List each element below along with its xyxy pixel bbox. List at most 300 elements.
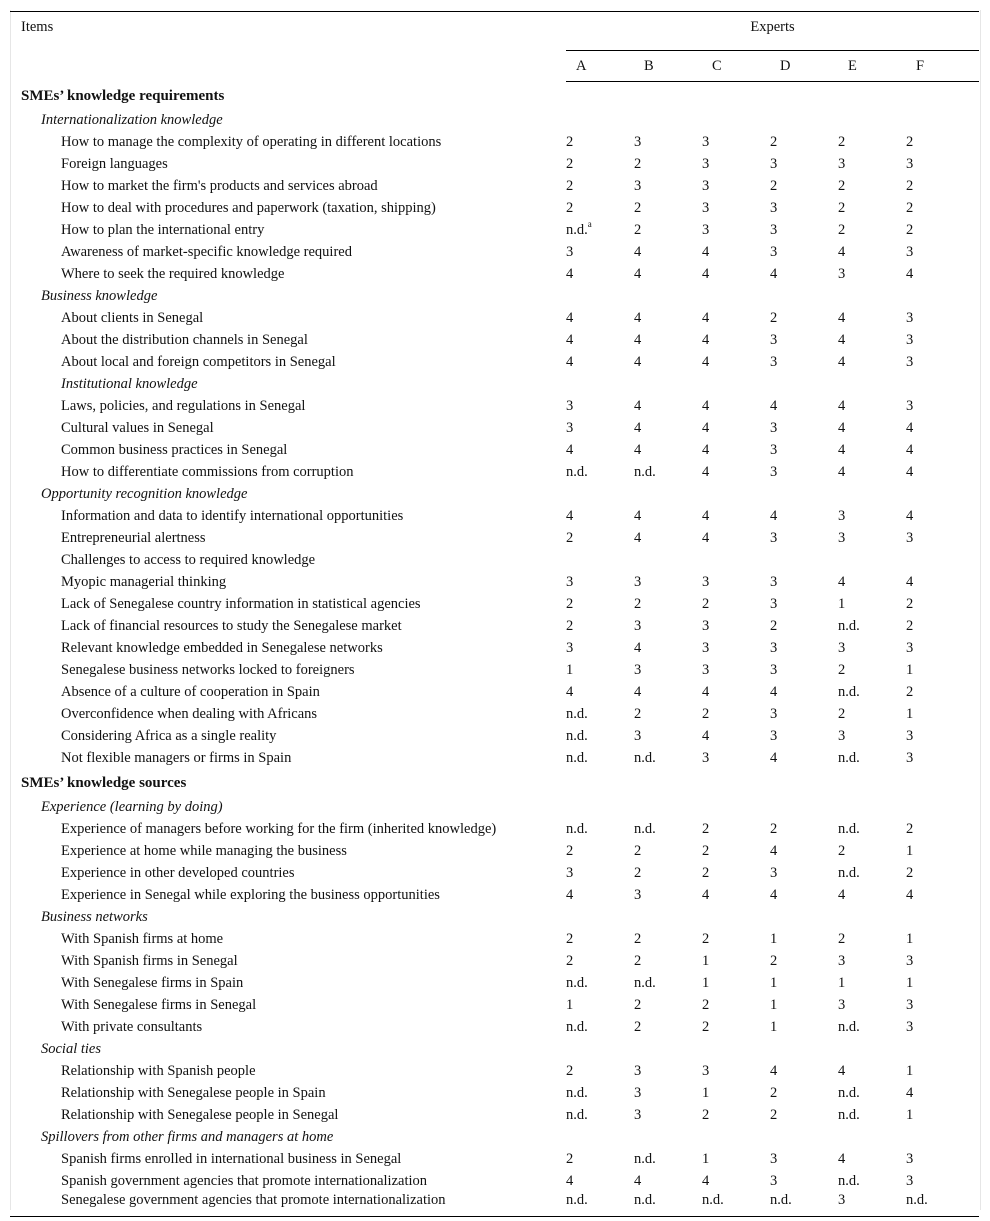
rating-value: 4 bbox=[566, 353, 574, 370]
rating-cell-e bbox=[838, 659, 906, 681]
rating-cell-e bbox=[838, 818, 906, 840]
rating-cell-e bbox=[838, 571, 906, 593]
rating-value: 3 bbox=[770, 331, 778, 348]
rating-value: 2 bbox=[702, 595, 710, 612]
item-label: About the distribution channels in Senegal bbox=[61, 331, 308, 348]
item-label: Spanish firms enrolled in international business in Senegal bbox=[61, 1150, 402, 1167]
rating-cell-d bbox=[770, 972, 838, 994]
rating-cell-f bbox=[906, 1016, 979, 1038]
table-row bbox=[10, 571, 979, 593]
rating-cell-a bbox=[566, 884, 634, 906]
rating-value: 3 bbox=[906, 397, 914, 414]
rating-value: 4 bbox=[838, 309, 846, 326]
table-row bbox=[10, 818, 979, 840]
rating-cell-d bbox=[770, 329, 838, 351]
rating-cell-e bbox=[838, 1104, 906, 1126]
rating-value: 3 bbox=[566, 419, 574, 436]
rating-cell-d bbox=[770, 197, 838, 219]
rating-value: n.d. bbox=[634, 1150, 656, 1167]
subsection-heading: Institutional knowledge bbox=[61, 375, 198, 392]
table-row bbox=[10, 1148, 979, 1170]
rating-cell-e bbox=[838, 1170, 906, 1192]
rating-value: n.d. bbox=[566, 749, 588, 766]
item-label: Common business practices in Senegal bbox=[61, 441, 288, 458]
rating-value: 4 bbox=[906, 573, 914, 590]
subsection-heading: Business knowledge bbox=[41, 287, 158, 304]
rating-value: 2 bbox=[906, 177, 914, 194]
rating-value: 4 bbox=[906, 265, 914, 282]
item-label: Lack of financial resources to study the Senegalese market bbox=[61, 617, 402, 634]
rating-cell-a bbox=[566, 972, 634, 994]
rating-cell-a bbox=[566, 1148, 634, 1170]
item-label: Considering Africa as a single reality bbox=[61, 727, 277, 744]
rating-cell-a bbox=[566, 131, 634, 153]
subsection-row bbox=[10, 796, 979, 818]
rating-cell-a bbox=[566, 461, 634, 483]
rating-value: 4 bbox=[770, 1062, 778, 1079]
rating-cell-f bbox=[906, 439, 979, 461]
rating-cell-c bbox=[702, 175, 770, 197]
rating-value: 4 bbox=[838, 1150, 846, 1167]
rating-cell-d bbox=[770, 994, 838, 1016]
rating-cell-e bbox=[838, 862, 906, 884]
rating-cell-f bbox=[906, 395, 979, 417]
expert-column-header-c: C bbox=[702, 51, 770, 82]
rating-value: 1 bbox=[770, 974, 778, 991]
rating-cell-d bbox=[770, 1104, 838, 1126]
rating-value: 4 bbox=[702, 309, 710, 326]
rating-cell-e bbox=[838, 1016, 906, 1038]
rating-value: 1 bbox=[566, 996, 574, 1013]
section-row bbox=[10, 82, 979, 110]
rating-value: 4 bbox=[634, 265, 642, 282]
rating-cell-d bbox=[770, 840, 838, 862]
item-label: With Senegalese firms in Spain bbox=[61, 974, 244, 991]
rating-cell-f bbox=[906, 840, 979, 862]
rating-value: 2 bbox=[838, 177, 846, 194]
expert-column-header-e: E bbox=[838, 51, 906, 82]
rating-cell-c bbox=[702, 593, 770, 615]
rating-cell-b bbox=[634, 219, 702, 241]
rating-cell-d bbox=[770, 1192, 838, 1217]
rating-cell-d bbox=[770, 818, 838, 840]
rating-cell-b bbox=[634, 972, 702, 994]
rating-value: n.d. bbox=[838, 1106, 860, 1123]
rating-cell-b bbox=[634, 659, 702, 681]
rating-value: 2 bbox=[702, 996, 710, 1013]
rating-value: n.d. bbox=[634, 1192, 656, 1208]
rating-value: 2 bbox=[702, 864, 710, 881]
rating-value: 4 bbox=[634, 353, 642, 370]
rating-value: 3 bbox=[702, 133, 710, 150]
rating-value: 4 bbox=[566, 441, 574, 458]
rating-cell-e bbox=[838, 527, 906, 549]
rating-cell-d bbox=[770, 637, 838, 659]
rating-cell-a bbox=[566, 615, 634, 637]
rating-cell-e bbox=[838, 637, 906, 659]
rating-cell-b bbox=[634, 994, 702, 1016]
rating-value: n.d. bbox=[770, 1192, 792, 1208]
footnote-marker: a bbox=[587, 218, 592, 229]
table-row bbox=[10, 1192, 979, 1217]
rating-cell-b bbox=[634, 818, 702, 840]
rating-cell-f bbox=[906, 1170, 979, 1192]
rating-value: 4 bbox=[702, 331, 710, 348]
table-row bbox=[10, 1082, 979, 1104]
item-label: How to plan the international entry bbox=[61, 221, 265, 238]
rating-value: 1 bbox=[906, 974, 914, 991]
subsection-row bbox=[10, 906, 979, 928]
subsection-heading: Internationalization knowledge bbox=[41, 111, 223, 128]
rating-value: 4 bbox=[770, 842, 778, 859]
table-row bbox=[10, 439, 979, 461]
rating-cell-c bbox=[702, 395, 770, 417]
table-row bbox=[10, 972, 979, 994]
rating-cell-f bbox=[906, 659, 979, 681]
table-row bbox=[10, 615, 979, 637]
rating-value: 3 bbox=[906, 243, 914, 260]
rating-value: 4 bbox=[566, 331, 574, 348]
rating-value: 3 bbox=[906, 353, 914, 370]
rating-cell-d bbox=[770, 703, 838, 725]
rating-cell-a bbox=[566, 818, 634, 840]
rating-cell-a bbox=[566, 1060, 634, 1082]
rating-cell-c bbox=[702, 571, 770, 593]
rating-cell-b bbox=[634, 1170, 702, 1192]
rating-value: 3 bbox=[702, 749, 710, 766]
rating-cell-b bbox=[634, 840, 702, 862]
rating-cell-d bbox=[770, 241, 838, 263]
table-row bbox=[10, 637, 979, 659]
rating-value: 2 bbox=[770, 1084, 778, 1101]
rating-cell-d bbox=[770, 571, 838, 593]
rating-value: 3 bbox=[906, 155, 914, 172]
table-row bbox=[10, 527, 979, 549]
table-row bbox=[10, 461, 979, 483]
rating-cell-a bbox=[566, 307, 634, 329]
item-label: Spanish government agencies that promote internationalization bbox=[61, 1172, 428, 1189]
rating-cell-e bbox=[838, 131, 906, 153]
rating-cell-e bbox=[838, 1060, 906, 1082]
rating-value: 4 bbox=[702, 886, 710, 903]
rating-cell-b bbox=[634, 395, 702, 417]
rating-cell-d bbox=[770, 862, 838, 884]
rating-cell-b bbox=[634, 615, 702, 637]
rating-value: 4 bbox=[634, 1172, 642, 1189]
table-row bbox=[10, 703, 979, 725]
section-row bbox=[10, 769, 979, 796]
rating-value: 4 bbox=[634, 529, 642, 546]
rating-cell-e bbox=[838, 950, 906, 972]
rating-cell-c bbox=[702, 461, 770, 483]
table-row bbox=[10, 950, 979, 972]
rating-value: 4 bbox=[838, 419, 846, 436]
rating-cell-c bbox=[702, 351, 770, 373]
rating-value: 2 bbox=[566, 155, 574, 172]
rating-value: 4 bbox=[702, 243, 710, 260]
rating-cell-d bbox=[770, 263, 838, 285]
rating-cell-a bbox=[566, 241, 634, 263]
rating-cell-c bbox=[702, 862, 770, 884]
rating-value: 3 bbox=[838, 727, 846, 744]
rating-value: 4 bbox=[566, 683, 574, 700]
table-row bbox=[10, 153, 979, 175]
rating-cell-e bbox=[838, 153, 906, 175]
rating-value: 3 bbox=[702, 661, 710, 678]
rating-value: 2 bbox=[838, 661, 846, 678]
rating-cell-d bbox=[770, 219, 838, 241]
rating-value: n.d. bbox=[634, 463, 656, 480]
rating-cell-b bbox=[634, 439, 702, 461]
rating-value: n.d. bbox=[566, 463, 588, 480]
rating-value: 4 bbox=[906, 463, 914, 480]
rating-value: 2 bbox=[770, 952, 778, 969]
rating-value: 3 bbox=[770, 529, 778, 546]
rating-cell-e bbox=[838, 197, 906, 219]
rating-value: 3 bbox=[770, 441, 778, 458]
rating-cell-f bbox=[906, 1148, 979, 1170]
rating-value: 2 bbox=[702, 930, 710, 947]
rating-cell-e bbox=[838, 681, 906, 703]
rating-value: 4 bbox=[634, 507, 642, 524]
rating-value: 3 bbox=[702, 177, 710, 194]
rating-cell-d bbox=[770, 950, 838, 972]
rating-cell-c bbox=[702, 703, 770, 725]
rating-value: 4 bbox=[702, 1172, 710, 1189]
rating-value: 2 bbox=[702, 820, 710, 837]
rating-cell-d bbox=[770, 681, 838, 703]
rating-value: 2 bbox=[634, 842, 642, 859]
rating-value: 3 bbox=[770, 595, 778, 612]
rating-cell-b bbox=[634, 1060, 702, 1082]
rating-cell-f bbox=[906, 884, 979, 906]
rating-cell-e bbox=[838, 329, 906, 351]
rating-value: 2 bbox=[906, 864, 914, 881]
subsection-heading: Opportunity recognition knowledge bbox=[41, 485, 248, 502]
rating-cell-c bbox=[702, 818, 770, 840]
rating-cell-a bbox=[566, 681, 634, 703]
rating-value: 2 bbox=[634, 199, 642, 216]
subsection-row bbox=[10, 109, 979, 131]
rating-cell-a bbox=[566, 703, 634, 725]
rating-value: 2 bbox=[566, 595, 574, 612]
rating-value: n.d. bbox=[838, 1084, 860, 1101]
rating-value: 2 bbox=[566, 842, 574, 859]
rating-value: 2 bbox=[906, 221, 914, 238]
section-heading: SMEs’ knowledge sources bbox=[21, 775, 187, 791]
rating-cell-f bbox=[906, 417, 979, 439]
item-label: Information and data to identify international opportunities bbox=[61, 507, 404, 524]
rating-value: 1 bbox=[838, 974, 846, 991]
rating-value: 3 bbox=[634, 573, 642, 590]
rating-cell-c bbox=[702, 1016, 770, 1038]
rating-value: 1 bbox=[702, 1150, 710, 1167]
rating-cell-b bbox=[634, 263, 702, 285]
rating-value: 3 bbox=[634, 133, 642, 150]
rating-cell-c bbox=[702, 659, 770, 681]
item-label: With Spanish firms in Senegal bbox=[61, 952, 238, 969]
rating-value: n.d. bbox=[566, 1084, 588, 1101]
rating-cell-e bbox=[838, 972, 906, 994]
rating-value: n.d. bbox=[566, 820, 588, 837]
rating-value: n.d. bbox=[566, 221, 588, 238]
rating-value: 1 bbox=[770, 930, 778, 947]
item-label: With private consultants bbox=[61, 1018, 203, 1035]
rating-cell-b bbox=[634, 593, 702, 615]
rating-cell-b bbox=[634, 241, 702, 263]
rating-cell-e bbox=[838, 461, 906, 483]
rating-value: 2 bbox=[702, 705, 710, 722]
item-label: Relationship with Senegalese people in Spain bbox=[61, 1084, 326, 1101]
rating-value: 4 bbox=[634, 419, 642, 436]
rating-value: 3 bbox=[906, 996, 914, 1013]
rating-cell-b bbox=[634, 884, 702, 906]
rating-value: 3 bbox=[770, 463, 778, 480]
table-row bbox=[10, 862, 979, 884]
rating-value: n.d. bbox=[838, 820, 860, 837]
rating-cell-b bbox=[634, 505, 702, 527]
expert-column-header-a: A bbox=[566, 51, 634, 82]
rating-cell-b bbox=[634, 527, 702, 549]
rating-value: 4 bbox=[702, 441, 710, 458]
rating-value: 4 bbox=[702, 397, 710, 414]
rating-value: 3 bbox=[906, 309, 914, 326]
rating-cell-d bbox=[770, 351, 838, 373]
rating-value: 3 bbox=[634, 1062, 642, 1079]
rating-cell-b bbox=[634, 197, 702, 219]
rating-cell-d bbox=[770, 527, 838, 549]
rating-value: 4 bbox=[566, 265, 574, 282]
items-column-header: Items bbox=[10, 12, 566, 82]
rating-cell-d bbox=[770, 439, 838, 461]
rating-value: n.d. bbox=[838, 683, 860, 700]
rating-cell-d bbox=[770, 615, 838, 637]
rating-value: 3 bbox=[770, 864, 778, 881]
rating-value: 4 bbox=[634, 243, 642, 260]
rating-cell-e bbox=[838, 1192, 906, 1217]
table-row bbox=[10, 505, 979, 527]
rating-value: 3 bbox=[566, 864, 574, 881]
rating-value: 2 bbox=[702, 1018, 710, 1035]
rating-cell-f bbox=[906, 1192, 979, 1217]
table-row bbox=[10, 840, 979, 862]
subsection-heading: Spillovers from other firms and managers at home bbox=[41, 1128, 334, 1145]
rating-cell-f bbox=[906, 1082, 979, 1104]
rating-cell-a bbox=[566, 840, 634, 862]
rating-value: 3 bbox=[702, 1062, 710, 1079]
rating-cell-d bbox=[770, 725, 838, 747]
rating-cell-f bbox=[906, 972, 979, 994]
rating-cell-a bbox=[566, 1170, 634, 1192]
rating-cell-e bbox=[838, 307, 906, 329]
rating-cell-a bbox=[566, 175, 634, 197]
rating-cell-c bbox=[702, 329, 770, 351]
rating-value: 1 bbox=[702, 974, 710, 991]
table-row bbox=[10, 884, 979, 906]
table-row bbox=[10, 681, 979, 703]
rating-cell-f bbox=[906, 615, 979, 637]
rating-value: 2 bbox=[770, 820, 778, 837]
rating-value: 3 bbox=[634, 727, 642, 744]
rating-cell-b bbox=[634, 175, 702, 197]
rating-cell-f bbox=[906, 219, 979, 241]
rating-value: 2 bbox=[906, 683, 914, 700]
rating-cell-c bbox=[702, 197, 770, 219]
rating-value: 3 bbox=[906, 529, 914, 546]
rating-value: 3 bbox=[634, 177, 642, 194]
subsection-row bbox=[10, 285, 979, 307]
rating-value: 3 bbox=[838, 639, 846, 656]
rating-value: 2 bbox=[838, 133, 846, 150]
experts-group-header: Experts bbox=[566, 12, 979, 51]
rating-value: 1 bbox=[906, 842, 914, 859]
rating-cell-c bbox=[702, 884, 770, 906]
rating-cell-b bbox=[634, 1016, 702, 1038]
rating-value: 1 bbox=[566, 661, 574, 678]
table-row bbox=[10, 329, 979, 351]
rating-cell-f bbox=[906, 593, 979, 615]
rating-cell-c bbox=[702, 131, 770, 153]
rating-value: 4 bbox=[566, 1172, 574, 1189]
rating-cell-b bbox=[634, 1082, 702, 1104]
group-label: Challenges to access to required knowledge bbox=[61, 551, 316, 568]
rating-value: 4 bbox=[770, 507, 778, 524]
rating-cell-b bbox=[634, 950, 702, 972]
rating-cell-b bbox=[634, 417, 702, 439]
rating-value: 4 bbox=[702, 507, 710, 524]
rating-cell-f bbox=[906, 197, 979, 219]
rating-value: 3 bbox=[566, 639, 574, 656]
rating-cell-e bbox=[838, 1148, 906, 1170]
table-row bbox=[10, 1104, 979, 1126]
rating-value: 3 bbox=[634, 886, 642, 903]
rating-value: n.d. bbox=[634, 749, 656, 766]
rating-cell-b bbox=[634, 681, 702, 703]
rating-cell-c bbox=[702, 1148, 770, 1170]
item-label: Experience in other developed countries bbox=[61, 864, 295, 881]
rating-value: 3 bbox=[702, 221, 710, 238]
rating-cell-c bbox=[702, 1192, 770, 1217]
item-label: Experience of managers before working for the firm (inherited knowledge) bbox=[61, 820, 497, 837]
rating-cell-b bbox=[634, 928, 702, 950]
rating-cell-c bbox=[702, 637, 770, 659]
item-label: How to deal with procedures and paperwork (taxation, shipping) bbox=[61, 199, 436, 216]
table-row bbox=[10, 131, 979, 153]
rating-value: 4 bbox=[906, 507, 914, 524]
rating-value: 2 bbox=[566, 1150, 574, 1167]
rating-cell-f bbox=[906, 351, 979, 373]
rating-value: 4 bbox=[702, 353, 710, 370]
rating-value: 4 bbox=[702, 683, 710, 700]
rating-cell-b bbox=[634, 637, 702, 659]
rating-cell-f bbox=[906, 1060, 979, 1082]
item-label: Foreign languages bbox=[61, 155, 168, 172]
rating-cell-f bbox=[906, 527, 979, 549]
rating-value: 4 bbox=[906, 886, 914, 903]
rating-cell-b bbox=[634, 461, 702, 483]
rating-cell-f bbox=[906, 725, 979, 747]
rating-value: 2 bbox=[906, 595, 914, 612]
rating-cell-f bbox=[906, 307, 979, 329]
rating-cell-f bbox=[906, 637, 979, 659]
rating-cell-c bbox=[702, 840, 770, 862]
rating-cell-a bbox=[566, 505, 634, 527]
item-label: About clients in Senegal bbox=[61, 309, 204, 326]
rating-value: 3 bbox=[770, 243, 778, 260]
rating-value: 2 bbox=[634, 155, 642, 172]
rating-value: 4 bbox=[770, 886, 778, 903]
rating-cell-e bbox=[838, 747, 906, 769]
